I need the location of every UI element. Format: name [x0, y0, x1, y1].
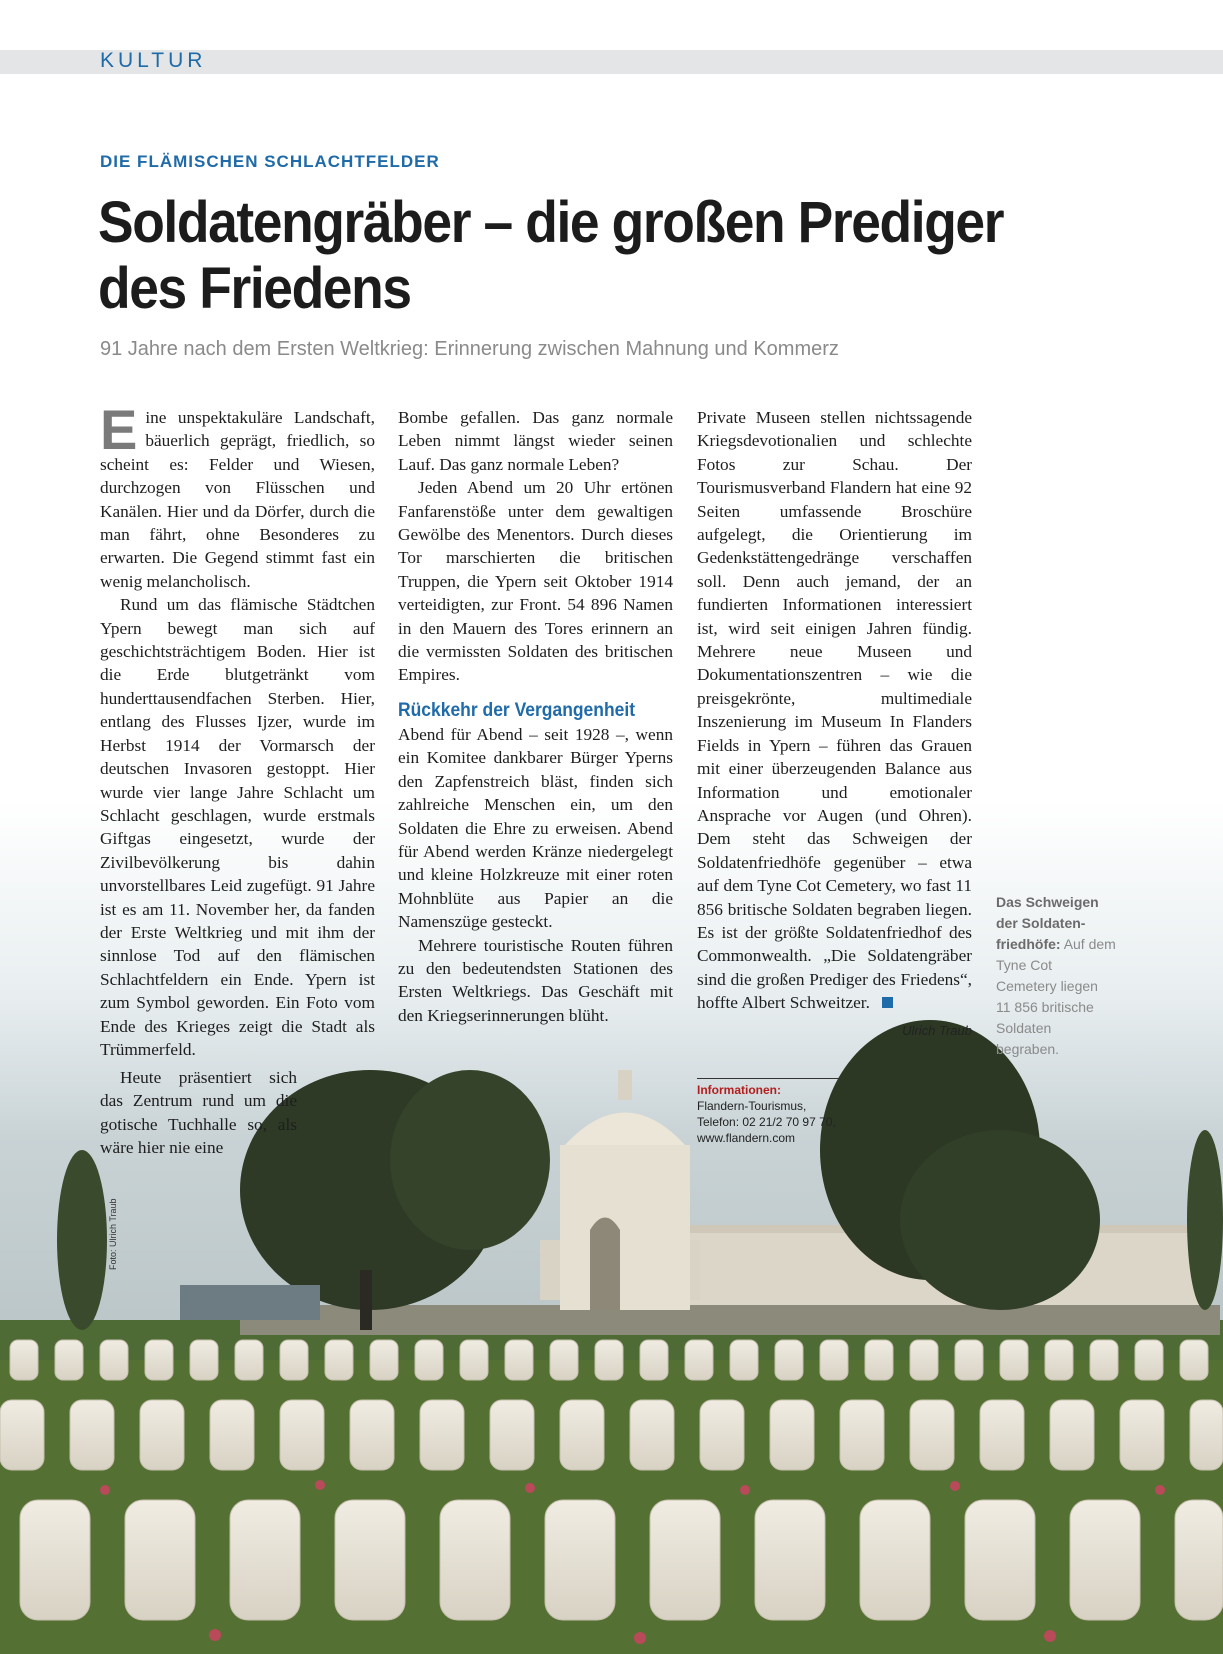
caption-text: Auf dem Tyne Cot Cemetery liegen 11 856 britische Soldaten begraben.	[996, 936, 1116, 1057]
column-2-paragraph-4: Mehrere touristische Routen führen zu den bedeutendsten Stationen des Ersten Weltkriegs. Das Geschäft mit den Kriegserinnerungen blüht.	[398, 935, 673, 1025]
headline-line-2: des Friedens	[98, 256, 411, 321]
info-line-1: Flandern-Tourismus,	[697, 1099, 807, 1113]
column-3-paragraph-1	[697, 406, 972, 1015]
column-1-paragraph-2: Rund um das flämische Städtchen Ypern bewegt man sich auf geschichtsträchtigem Boden. Hier ist die Erde blutgetränkt vom hunderttausendfachen Sterben. Hier, entlang des Flusses Ijzer, wurde im Herbst 1914 der Vormarsch der deutschen Invasoren gestoppt. Hier wurde vier lange Jahre Schlacht um Schlacht geschlagen, wurde erstmals Giftgas eingesetzt, wurde der Zivilbevölkerung bis dahin unvorstellbares Leid zugefügt. 91 Jahre ist es am 11. November her, da fanden der Erste Weltkrieg und mit ihm der sinnlose Tod auf den flämischen Schlachtfeldern ein Ende. Ypern ist zum Symbol geworden. Ein Foto vom Ende des Krieges zeigt die Stadt als Trümmerfeld.	[100, 595, 375, 1059]
end-mark-icon	[882, 997, 893, 1008]
section-label: KULTUR	[100, 49, 207, 72]
column-1-paragraph-3: Heute präsentiert sich das Zentrum rund um die gotische Tuchhalle so, als wäre hier nie eine	[100, 1068, 297, 1158]
article-headline	[98, 190, 1018, 322]
column-2-paragraph-3: Abend für Abend – seit 1928 –, wenn ein Komitee dankbarer Bürger Yperns den Zapfenstreich bläst, finden sich zahlreiche Menschen ein, um den Soldaten die Ehre zu erweisen. Abend für Abend werden Kränze niedergelegt und kleine Holzkreuze mit einer roten Mohnblüte aus Papier an die Namenszüge gesteckt.	[398, 724, 673, 932]
article-kicker: DIE FLÄMISCHEN SCHLACHTFELDER	[100, 152, 440, 171]
photo-credit: Foto: Ulrich Traub	[108, 1198, 118, 1270]
article-column-1-tail	[100, 1066, 297, 1160]
article-column-2	[398, 406, 673, 1027]
author-byline: Ulrich Traub	[902, 1022, 972, 1038]
info-box	[697, 1078, 842, 1146]
article-column-3	[697, 406, 972, 1042]
section-subheading: Rückkehr der Vergangenheit	[398, 699, 636, 721]
article-column-1	[100, 398, 375, 1061]
headline-line-1: Soldatengräber – die großen Prediger	[98, 190, 1004, 255]
column-3-paragraph-1-text: Private Museen stellen nichtssagende Kriegsdevotionalien und schlechte Fotos zur Schau. Der Tourismusverband Flandern hat eine 92 Seiten umfassende Broschüre aufgelegt, die Orientierung im Gedenkstättengedränge verschaffen soll. Denn auch jemand, der an fundierten Informationen interessiert ist, wird seit einigen Jahren fündig. Mehrere neue Museen und Dokumentationszentren – wie die preisgekrönte, multimediale Inszenierung im Museum In Flanders Fields in Ypern – führen das Grauen mit einer überzeugenden Balance aus Information und emotionaler Ansprache vor Augen (und Ohren). Dem steht das Schweigen der Soldatenfriedhöfe gegenüber – etwa auf dem Tyne Cot Cemetery, wo fast 11 856 britische Soldaten begraben liegen. Es ist der größte Soldatenfriedhof des Commonwealth. „Die Soldatengräber sind die großen Prediger des Friedens“, hoffte Albert Schweitzer.	[697, 408, 972, 1013]
column-2-paragraph-2: Jeden Abend um 20 Uhr ertönen Fanfarenstöße unter dem gewaltigen Gewölbe des Menentors. Durch dieses Tor marschierten die britischen Truppen, die Ypern seit Oktober 1914 verteidigten, zur Front. 54 896 Namen in den Mauern des Tores erinnern an die vermissten Soldaten des britischen Empires.	[398, 478, 673, 685]
column-1-paragraph-1-text: ine unspektakuläre Landschaft, bäuerlich geprägt, friedlich, so scheint es: Felder und Wiesen, durchzogen von Flüsschen und Kanälen. Hier und da Dörfer, durch die man fährt, ohne Besonderes zu erwarten. Die Gegend stimmt fast ein wenig melancholisch.	[100, 408, 375, 591]
caption-bold: Das Schweigen der Soldaten-friedhöfe:	[996, 894, 1099, 952]
column-2-paragraph-1: Bombe gefallen. Das ganz normale Leben nimmt längst wieder seinen Lauf. Das ganz normale Leben?	[398, 408, 673, 474]
photo-caption	[996, 892, 1116, 1060]
info-line-2: Telefon: 02 21/2 70 97 70,	[697, 1115, 836, 1129]
article-subhead: 91 Jahre nach dem Ersten Weltkrieg: Erinnerung zwischen Mahnung und Kommerz	[100, 338, 839, 360]
info-line-3: www.flandern.com	[697, 1131, 796, 1145]
drop-cap: E	[100, 398, 138, 461]
info-title: Informationen:	[697, 1083, 781, 1097]
column-1-paragraph-1	[100, 398, 375, 593]
